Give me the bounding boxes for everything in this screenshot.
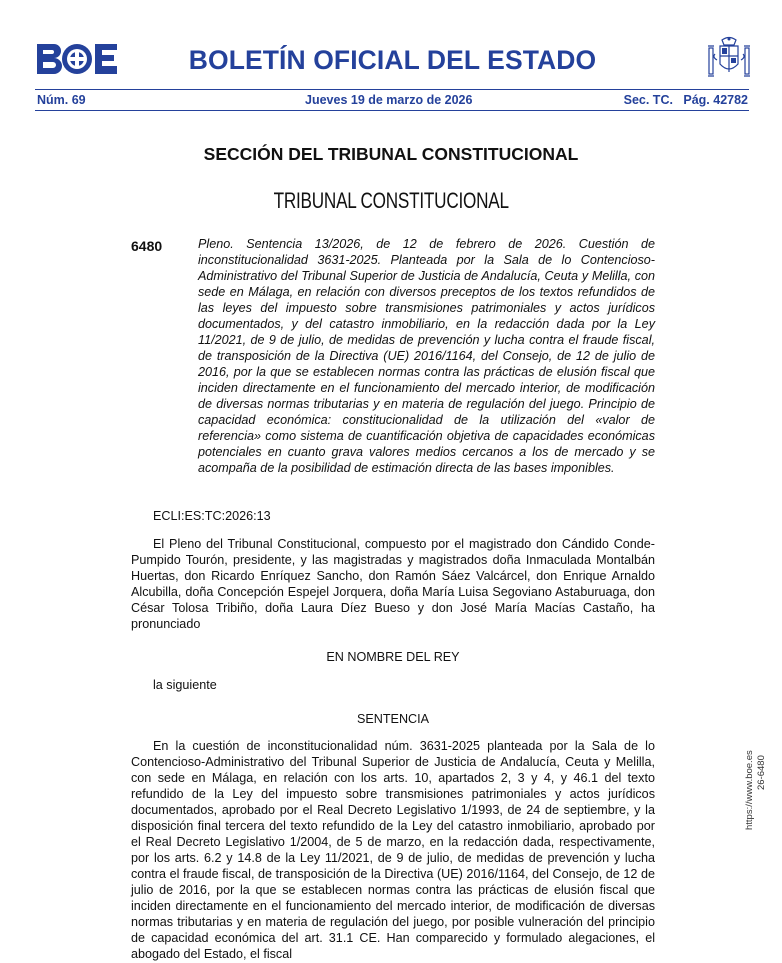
issue-date: Jueves 19 de marzo de 2026 [305,93,473,107]
section-title: SECCIÓN DEL TRIBUNAL CONSTITUCIONAL [203,144,579,164]
side-cve: 26-6480 [756,755,767,790]
coat-of-arms-icon [706,36,752,80]
entry-summary: Pleno. Sentencia 13/2026, de 12 de febrero de 2026. Cuestión de inconstitucionalidad 3631-2025. Planteada por la Sala de lo Contencioso-Administrativo del Tribunal Superior de Justicia de Andalucía, Ceuta y Melilla, con sede en Málaga, en relación con diversos preceptos de los textos refundidos de las leyes del impuesto sobre transmisiones patrimoniales y actos jurídicos documentados, y del catastro inmobiliario, en la redacción dada por la Ley 11/2021, de 9 de julio, de medidas de prevención y lucha contra el fraude fiscal, de transposición de la Directiva (UE) 2016/1164, del Consejo, de 12 de julio de 2016, por la que se establecen normas contra las prácticas de elusión fiscal que inciden directamente en el funcionamiento del mercado interior, de modificación de diversas normas tributarias y en materia de regulación del juego. Principio de capacidad económica: constitucionalidad de la utilización del «valor de referencia» como sistema de cuantificación objetiva de capacidades económicas potenciales en cuanto grava valores medios cercanos a los de mercado y se acompaña de la posibilidad de estimación directa de las bases imponibles. [198,237,655,475]
side-url[interactable]: https://www.boe.es [744,750,755,830]
section-page: Sec. TC. Pág. 42782 [623,93,748,107]
boe-logo [35,42,119,76]
header-rule-bottom [35,110,749,111]
heading-sentencia: SENTENCIA [356,712,430,726]
boe-logo-text: BOE [35,42,38,43]
side-margin-text [744,690,768,830]
issue-number: Núm. 69 [37,93,86,107]
ecli-identifier: ECLI:ES:TC:2026:13 [153,509,271,523]
main-paragraph: En la cuestión de inconstitucionalidad núm. 3631-2025 planteada por la Sala de lo Contencioso-Administrativo del Tribunal Superior de Justicia de Andalucía, Ceuta y Melilla, con sede en Málaga, en relación con los arts. 10, apartados 2, 3 y 4, y 46.1 del texto refundido de la Ley del impuesto sobre transmisiones patrimoniales y actos jurídicos documentados, aprobado por el Real Decreto Legislativo 1/1993, de 24 de septiembre, y la disposición final tercera del texto refundido de la Ley del catastro inmobiliario, aprobado por el Real Decreto Legislativo 1/2004, de 5 de marzo, en la redacción dada, respectivamente, por los arts. 6.2 y 14.8 de la Ley 11/2021, de 9 de julio, de medidas de prevención y lucha contra el fraude fiscal, de transposición de la Directiva (UE) 2016/1164, del Consejo, de 12 de julio de 2016, por la que se establecen normas contra las prácticas de elusión fiscal que inciden directamente en el funcionamiento del mercado interior, de modificación de diversas normas tributarias y en materia de regulación del juego, por posible vulneración del principio de capacidad económica del art. 31.1 CE. Han comparecido y formulado alegaciones, el abogado del Estado, el fiscal [131,739,655,961]
header-rule-top [35,89,749,90]
la-siguiente-text: la siguiente [153,678,217,692]
court-title: TRIBUNAL CONSTITUCIONAL [273,188,509,213]
heading-en-nombre-del-rey: EN NOMBRE DEL REY [326,650,460,664]
entry-number: 6480 [131,238,163,254]
composition-paragraph: El Pleno del Tribunal Constitucional, compuesto por el magistrado don Cándido Conde-Pumpido Tourón, presidente, y las magistradas y magistrados doña Inmaculada Montalbán Huertas, don Ricardo Enríquez Sancho, don Ramón Sáez Valcárcel, don Enrique Arnaldo Alcubilla, doña Concepción Espejel Jorquera, doña María Luisa Segoviano Astaburuaga, don César Tolosa Tribiño, doña Laura Díez Bueso y don José María Macías Castaño, ha pronunciado [131,537,655,631]
page-title: BOLETÍN OFICIAL DEL ESTADO [188,45,597,75]
